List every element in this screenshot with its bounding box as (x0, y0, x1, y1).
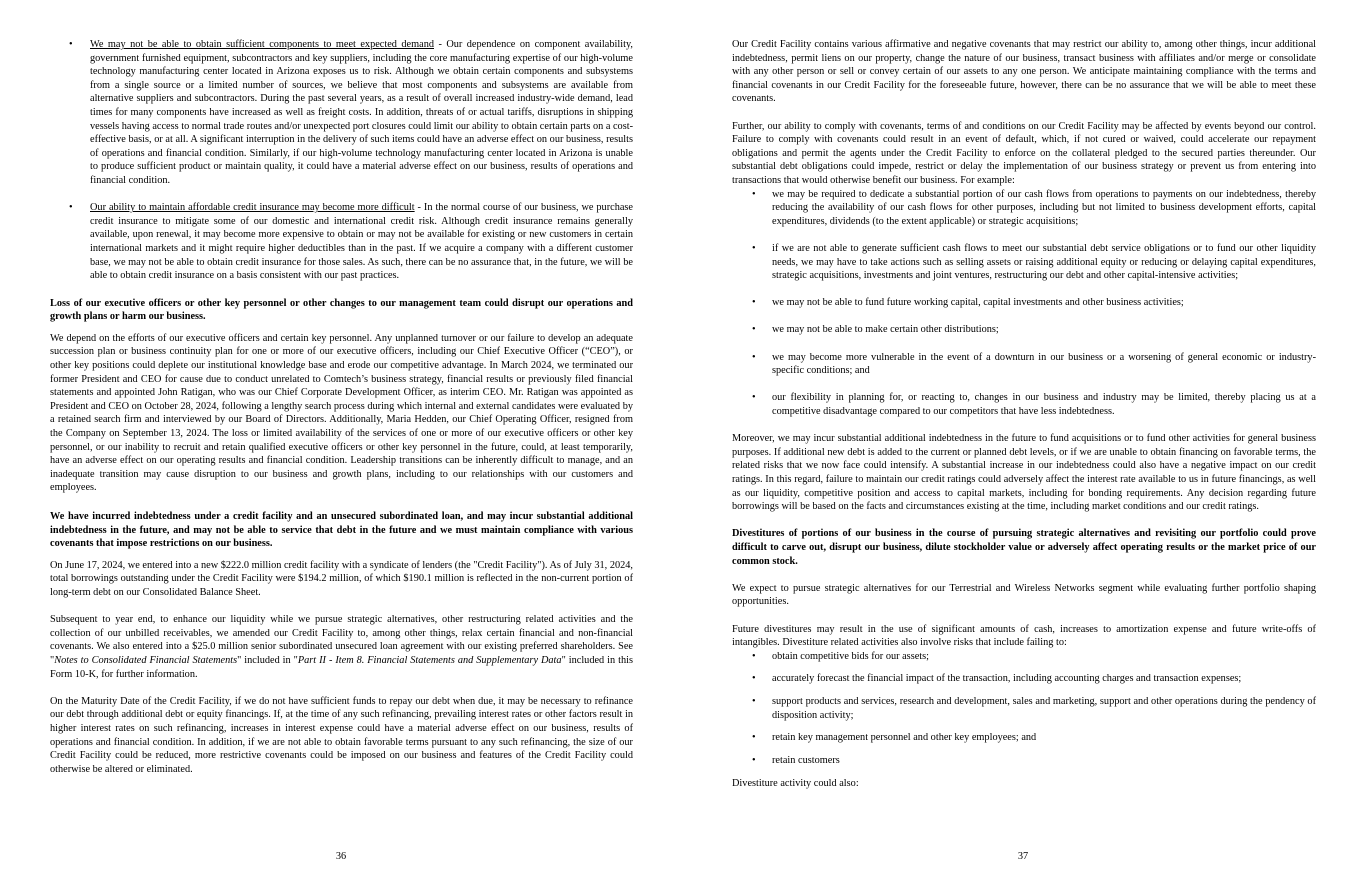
bullet-text: - Our dependence on component availability, government furnished equipment, subcontractors and key suppliers, including the core manufacturing expertise of our high-volume technology manufacturing center located in Arizona exposes us to risk. Although we obtain certain components and subsystems from a single source or a limited number of sources, we believe that most components and subsystems are available from alternative suppliers and subcontractors. During the past several years, as a result of overall increased industry-wide demand, lead times for many components have increased as well as freight costs. In addition, threats of or actual tariffs, disruptions in shipping vessels having access to normal trade routes and/or unexpected port closures could limit our ability to obtain certain parts on a cost-effective basis, or at all. A significant interruption in the delivery of such items could have an adverse effect on our business, results of operations and financial condition. Similarly, if our high-volume technology manufacturing center located in Arizona is unable to produce sufficient product or maintain quality, it could have a material adverse effect on our business, results of operations and financial condition. (90, 39, 634, 186)
right-page (732, 38, 1316, 791)
list-item (732, 351, 1316, 378)
list-item (732, 731, 1316, 745)
bullet-marker: • (752, 392, 756, 404)
paragraph: Moreover, we may incur substantial additional indebtedness in the future to fund acquisitions or to fund other activities for general business purposes. If additional new debt is added to the current or planned debt levels, or if we are unable to obtain financing on favorable terms, the related risks that we now face could intensify. A substantial increase in our indebtedness could also have a negative impact on our credit ratings. In this regard, failure to maintain our credit ratings could adversely affect the interest rate available to us in future financings, as well as our liquidity, competitive position and access to capital markets, including for bonding requirements. Any decision regarding future borrowings will be based on the facts and circumstances existing at the time, including market conditions and our credit ratings. (732, 433, 1316, 513)
list-item (732, 242, 1316, 283)
divestiture-risks-list (732, 650, 1316, 768)
list-item-text: accurately forecast the financial impact of the transaction, including accounting charges and transaction expenses; (772, 673, 1242, 685)
item-reference: Part II - Item 8. Financial Statements and Supplementary Data (297, 654, 562, 666)
list-item-text: we may not be able to fund future working capital, capital investments and other business activities; (772, 297, 1184, 309)
list-item-text: we may become more vulnerable in the event of a downturn in our business or a worsening of general economic or industry-specific conditions; and (772, 351, 1316, 377)
paragraph: Further, our ability to comply with covenants, terms of and conditions on our Credit Facility may be affected by events beyond our control. Failure to comply with covenants could result in an event of default, which, if not cured or waived, could accelerate our repayment obligations and permit the agents under the Credit Facility to enforce on the collateral pledged to the secured parties thereunder. Our substantial debt obligations could impede, restrict or delay the implementation of our business strategy or prevent us from entering into transactions that would otherwise benefit our business. For example: (732, 120, 1316, 186)
paragraph: Future divestitures may result in the use of significant amounts of cash, increases to amortization expense and future write-offs of intangibles. Divestiture related activities also involve risks that include failing to: (732, 623, 1316, 649)
list-item (50, 201, 633, 283)
bullet-marker: • (752, 754, 756, 766)
bullet-marker: • (752, 695, 756, 707)
paragraph: On June 17, 2024, we entered into a new $222.0 million credit facility with a syndicate of lenders (the "Credit Facility"). As of July 31, 2024, total borrowings outstanding under the Credit Facility were $194.2 million, of which $190.1 million is reflected in the non-current portion of long-term debt on our Consolidated Balance Sheet. (50, 559, 633, 598)
list-item (732, 188, 1316, 229)
list-item (732, 391, 1316, 418)
bullet-marker: • (752, 351, 756, 363)
bullet-marker: • (752, 324, 756, 336)
list-item-text: we may be required to dedicate a substantial portion of our cash flows from operations to payments on our indebtedness, thereby reducing the availability of our cash flows for other purposes, including but not limited to business development efforts, capital expenditures, dividends (to the extent applicable) or strategic acquisitions; (772, 188, 1316, 227)
bullet-text: - In the normal course of our business, we purchase credit insurance to mitigate some of our domestic and international credit risk. Although credit insurance remains generally available, upon renewal, it may become more expensive to obtain or may not be available for existing or new customers in certain international markets and it might require higher deductibles than in the past. If we acquire a company with a different customer base, we may not be able to obtain credit insurance for those sales. As such, there can be no assurance that, in the future, we will be able to obtain credit insurance on a basis consistent with our past practices. (90, 202, 633, 282)
list-item-text: if we are not able to generate sufficient cash flows to meet our substantial debt service obligations or to fund our other liquidity needs, we may have to take actions such as selling assets or raising additional equity or reducing or delaying capital expenditures, strategic acquisitions, investments and joint ventures, restructuring our debt and other capital-intensive activities; (772, 242, 1316, 282)
bullet-marker: • (752, 732, 756, 744)
page-number: 36 (335, 851, 347, 862)
list-item-text: retain customers (772, 754, 840, 766)
paragraph: Our Credit Facility contains various affirmative and negative covenants that may restrict our ability to, among other things, incur additional indebtedness, permit liens on our property, change the nature of our business, transact business with affiliates and/or merge or consolidate with any other person or sell or convey certain of our assets to any one person. We anticipate maintaining compliance with the terms and financial covenants in our Credit Facility for the foreseeable future, however, there can be no assurance that we will be able to meet these covenants. (732, 39, 1316, 105)
list-item (732, 650, 1316, 664)
paragraph (50, 613, 633, 681)
bullet-marker: • (752, 297, 756, 309)
list-item (732, 323, 1316, 337)
paragraph: We depend on the efforts of our executive officers and certain key personnel. Any unplanned turnover or our failure to develop an adequate succession plan or business continuity plan for one or more of our executive officers, including our Chief Executive Officer (“CEO”), or other key positions could deplete our institutional knowledge base and erode our competitive advantage. In March 2024, we terminated our former President and CEO for cause due to conduct unrelated to Comtech’s business strategy, financial results or previously filed financial statements and appointed John Ratigan, who was our Chief Corporate Development Officer, as interim CEO. Mr. Ratigan was appointed as President and CEO on October 28, 2024, following a lengthy search process during which internal and external candidates were evaluated by a retained search firm and interviewed by our Board of Directors. Additionally, Maria Hedden, our Chief Operating Officer, resigned from the Company on September 13, 2024. The loss or limited availability of the services of one or more of our executive officers or other key personnel, or our inability to recruit and retain qualified executive officers or other key personnel in the future, could, at least temporarily, have an adverse effect on our operating results and financial condition. Leadership transitions can be inherently difficult to manage, and an inadequate transition may cause disruption to our business and growth plans, including to our relationships with our customers and employees. (50, 332, 633, 494)
left-page (50, 38, 633, 776)
page-number: 37 (1017, 851, 1029, 862)
list-item-text: retain key management personnel and other key employees; and (772, 732, 1037, 744)
bullet-title: Our ability to maintain affordable credit insurance may become more difficult (90, 202, 415, 214)
paragraph-text: " included in this Form 10-K, for further information. (50, 654, 634, 680)
paragraph-text: " included in " (237, 654, 298, 666)
paragraph: We expect to pursue strategic alternatives for our Terrestrial and Wireless Networks segment while evaluating further portfolio shaping opportunities. (732, 582, 1316, 608)
section-heading: Loss of our executive officers or other key personnel or other changes to our management team could disrupt our operations and growth plans or harm our business. (50, 297, 633, 323)
section-heading: We have incurred indebtedness under a credit facility and an unsecured subordinated loan, and may incur substantial additional indebtedness in the future, and may not be able to service that debt in the future and we must maintain compliance with various covenants that impose restrictions on our business. (50, 511, 633, 550)
bullet-marker: • (752, 650, 756, 662)
bullet-marker: • (752, 673, 756, 685)
bullet-marker: • (752, 242, 756, 254)
bullet-marker: • (69, 39, 73, 50)
list-item (732, 754, 1316, 768)
list-item (732, 695, 1316, 722)
list-item-text: we may not be able to make certain other distributions; (772, 324, 999, 336)
section-heading: Divestitures of portions of our business in the course of pursuing strategic alternatives and revisiting our portfolio could prove difficult to carve out, disrupt our business, dilute stockholder value or adversely affect operating results or the market price of our common stock. (732, 528, 1316, 567)
bullet-title: We may not be able to obtain sufficient components to meet expected demand (90, 39, 434, 50)
covenant-effects-list (732, 188, 1316, 419)
notes-reference: Notes to Consolidated Financial Statements (54, 654, 238, 666)
bullet-marker: • (752, 188, 756, 200)
paragraph: Divestiture activity could also: (732, 778, 859, 790)
list-item-text: support products and services, research and development, sales and marketing, support and other operations during the pendency of disposition activity; (772, 695, 1316, 721)
paragraph: On the Maturity Date of the Credit Facility, if we do not have sufficient funds to repay our debt when due, it may be necessary to refinance our debt through additional debt or equity financings. If, at the time of any such refinancing, prevailing interest rates or other factors result in higher interest rates on such refinancing, increases in interest expense could have a material adverse effect on our business, results of operations and financial condition. In addition, if we are not able to obtain favorable terms pursuant to any such refinancing, the size of our Credit Facility could be reduced, more restrictive covenants could be imposed on our business and features of the Credit Facility could otherwise be altered or eliminated. (50, 695, 633, 775)
list-item (50, 38, 633, 188)
list-item-text: obtain competitive bids for our assets; (772, 650, 929, 662)
list-item (732, 296, 1316, 310)
paragraph-text: Subsequent to year end, to enhance our liquidity while we pursue strategic alternatives, other restructuring related activities and the collection of our unbilled receivables, we amended our Credit Facility to, among other things, relax certain financial and non-financial covenants. We also entered into a $25.0 million senior subordinated unsecured loan agreement with our existing preferred shareholders. See " (50, 614, 633, 666)
bullet-marker: • (69, 202, 73, 214)
risk-bullet-list (50, 38, 633, 283)
list-item (732, 672, 1316, 686)
list-item-text: our flexibility in planning for, or reacting to, changes in our business and industry may be limited, thereby placing us at a competitive disadvantage compared to our competitors that have less indebtedness. (772, 392, 1316, 418)
